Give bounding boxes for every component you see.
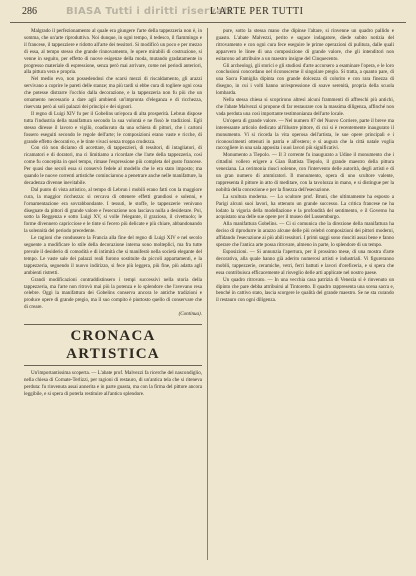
right-column — [216, 28, 394, 563]
paragraph: La scultura moderna. — Lo scultore prof. Bruni, che ultimamente ha esposto a Parigi alcuni suoi lavori, ha ottenuto un grande successo. La critica francese ne ha lodato la vigoria della modellazione e la profondità del sentimento, e il Governo ha acquistato una delle sue opere per il museo del Lussemburgo. — [216, 193, 394, 221]
paragraph: pure, sotto la stessa mano che dipinse l'altare, si rinvenne un quadro pallido e guasto. L'abate Malvezzi, perito e sagace indagatore, diede subito notizia del ritrovamento e con ogni cura fece eseguire le prime operazioni di pulitura, dalle quali apparvero le linee di una composizione di grande valore, che gli intenditori non esitarono ad attribuire a un maestro insigne del Cinquecento. — [216, 28, 394, 62]
column-divider — [207, 28, 208, 560]
paragraph: Nel medio evo, non possedendosi che scarsi mezzi di riscaldamento, gli arazzi servivano a coprire le pareti delle stanze; ma più tardi si ebbe cura di togliere ogni cosa che potesse distrarre l'occhio dalla decorazione, e la tappezzeria non fu più che un ornamento necessario a dare agli ambienti un'impronta d'eleganza e di ricchezza, riservata però ai soli palazzi dei principi e dei signori. — [24, 76, 202, 110]
paragraph: Nella stessa chiesa si scoprirono altresì alcuni frammenti di affreschi più antichi, che l'abate Malvezzi si propone di far restaurare con la massima diligenza, affinché non vada perduta una così importante testimonianza dell'arte locale. — [216, 97, 394, 117]
paragraph: Monumento a Tiepolo. — Il 3 corrente fu inaugurato a Udine il monumento che i cittadini vollero erigere a Gian Battista Tiepolo, il grande maestro della pittura veneziana. La cerimonia riuscì solenne, con l'intervento delle autorità, degli artisti e di un gran numero di ammiratori. Il monumento, opera di uno scultore valente, rappresenta il pittore in atto di meditare, con la tavolozza in mano, e si distingue per la nobiltà della concezione e per la finezza dell'esecuzione. — [216, 152, 394, 193]
paragraph: Grandi modificazioni contraddistinsero i tempi successivi nella storia della tappezzeria, ma l'arte non ritrovò mai più la potenza e lo splendore che l'avevano resa celebre. Oggi la manifattura dei Gobelins conserva ancora le antiche tradizioni e produce opere di grande pregio, ma il suo compito è piuttosto quello di conservare che di creare. — [24, 276, 202, 311]
paragraph: Un'opera di grande valore. — Nel numero 87 del Nuovo Corriere, parte il breve ma interessante articolo dedicato all'illustre pittore, di cui si è recentemente inaugurato il monumento. Vi si ricorda la vita operosa dell'artista, le sue opere principali e i riconoscimenti ottenuti in patria e all'estero; e si augura che la città natale voglia raccogliere in una sala apposita i suoi lavori più significativi. — [216, 117, 394, 152]
header-rule — [10, 22, 406, 23]
watermark: BIASA Tutti i diritti riservati — [66, 6, 232, 17]
paragraph: Dal punto di vista artistico, al tempo di Lebrun i mobili erano fatti con la maggiore cura, la maggior ricchezza: si cercava di ottenere effetti grandiosi e solenni, e l'ornamentazione era sovrabbondante. I tessuti, le stoffe, le tappezzerie venivano disegnate da pittori di grande valore e l'esecuzione non lasciava nulla a desiderare. Poi, sotto la Reggenza e sotto Luigi XV, si volle l'elegante, il grazioso, il civettuolo; le forme divennero capricciose e le tinte si fecero più delicate e più chiare, abbandonando la solennità del periodo precedente. — [24, 186, 202, 235]
paragraph: Alla manifattura Gobelins. — Ci si comunica che la direzione della manifattura ha deciso di riprodurre in arazzo alcune delle più celebri composizioni dei pittori moderni, affidando l'esecuzione ai più abili tessitori. I primi saggi sono riusciti assai bene e fanno sperare che l'antica arte possa ritrovare, almeno in parte, lo splendore di un tempo. — [216, 221, 394, 249]
continua-note: (Continua). — [178, 311, 202, 318]
paragraph: Il regno di Luigi XIV fu per il Gobelins un'epoca di alta prosperità. Lebrun dispose tutta l'industria della manifattura secondo la sua volontà e ne fissò le tradizioni. Egli stesso diresse il lavoro e vigilò, coadiuvato da una schiera di pittori, che i cartoni fossero eseguiti secondo le regole dell'arte; le composizioni erano vaste e ricche, di grande effetto decorativo, e le tinte vivaci senza troppa crudezza. — [24, 110, 202, 145]
page-number: 286 — [22, 6, 37, 17]
paragraph: Esposizioni. — Si annunzia l'apertura, per il prossimo mese, di una mostra d'arte decorativa, alla quale hanno già aderito numerosi artisti e industriali. Vi figureranno mobili, tappezzerie, ceramiche, vetri, ferri battuti e lavori d'oreficeria, e si spera che essa contribuisca efficacemente al risveglio delle arti applicate nel nostro paese. — [216, 249, 394, 276]
cronaca-body — [24, 370, 202, 398]
paragraph: Un'importantissima scoperta. — L'abate prof. Malvezzi fa ricerche del nascondiglio, nella chiesa di Cornate-Terlizzi, per ragioni di restauro, di un'antica tela che si riteneva perduta: fu rinvenuta assai annerita e in parte guasta, ma con la firma del pittore ancora leggibile, e si spera di poterla restituire all'antico splendore. — [24, 370, 202, 397]
paragraph: Gli archeologi, gli storici e gli studiosi d'arte accorsero a esaminare l'opera, e le loro conclusioni concordano nel riconoscerne il singolare pregio. Si tratta, a quanto pare, di una Sacra Famiglia dipinta con grande dolcezza di colorito e con rara finezza di disegno, in cui i volti hanno un'espressione di soave serenità, propria della scuola lombarda. — [216, 62, 394, 97]
paragraph: Le ragioni che condussero la Francia alla fine del regno di Luigi XIV e nel secolo seguente a modificare lo stile della decorazione interna sono molteplici, ma fra tutte prevale il desiderio di comodità e di intimità che si manifestò nella società elegante del tempo. Le vaste sale dei palazzi reali furono sostituite da piccoli appartamenti, e la tappezzeria, seguendo il nuovo indirizzo, si fece più leggera, più fine, più adatta agli ambienti ristretti. — [24, 235, 202, 276]
paragraph: Un quadro ritrovato. — In una vecchia casa patrizia di Venezia si è rinvenuto un dipinto che pare debba attribuirsi al Tintoretto. Il quadro rappresenta una scena sacra e, benché in cattivo stato, lascia scorgere le qualità del grande maestro. Se ne sta curando il restauro con ogni diligenza. — [216, 276, 394, 304]
paragraph: Con ciò non diciamo di accettare, di tappezzieri, di tessitori, di intagliatori, di ricamatori e di doratori, ma ci limitiamo a ricordare che l'arte della tappezzeria, così come fu concepita in quel tempo, rimase l'espressione più completa del gusto francese. Per quasi due secoli essa si conservò fedele al modello che le era stato imposto; ma quando le nuove correnti artistiche cominciarono a penetrare anche nelle manifatture, la decadenza divenne inevitabile. — [24, 145, 202, 186]
article-body — [24, 28, 202, 311]
paragraph: Malgrado il perfezionamento al quale era giungere l'arte della tappezzeria non è, in somma, che un'arte riproduttiva. Noi dunque, in ogni tempo, il tedesco, il fiammingo e il francese, il tappezziere e ridotto all'arte dei tessitori. Si modificò un poco e per mezzo di essa, al tempo stesso che grande rinnovamento, le opere mirabili di costruzione, si venne in seguito, per effetto di nuove esigenze della moda, mutando gradatamente in progresso materiale di espressione, senza però mai arrivare, come nei periodi anteriori, alla pittura vera e propria. — [24, 28, 202, 76]
cronaca-continued — [216, 28, 394, 304]
running-head: L'ARTE PER TUTTI — [210, 6, 304, 17]
page-header — [10, 4, 406, 20]
left-column — [24, 28, 202, 563]
section-title: CRONACA ARTISTICA — [24, 324, 202, 366]
